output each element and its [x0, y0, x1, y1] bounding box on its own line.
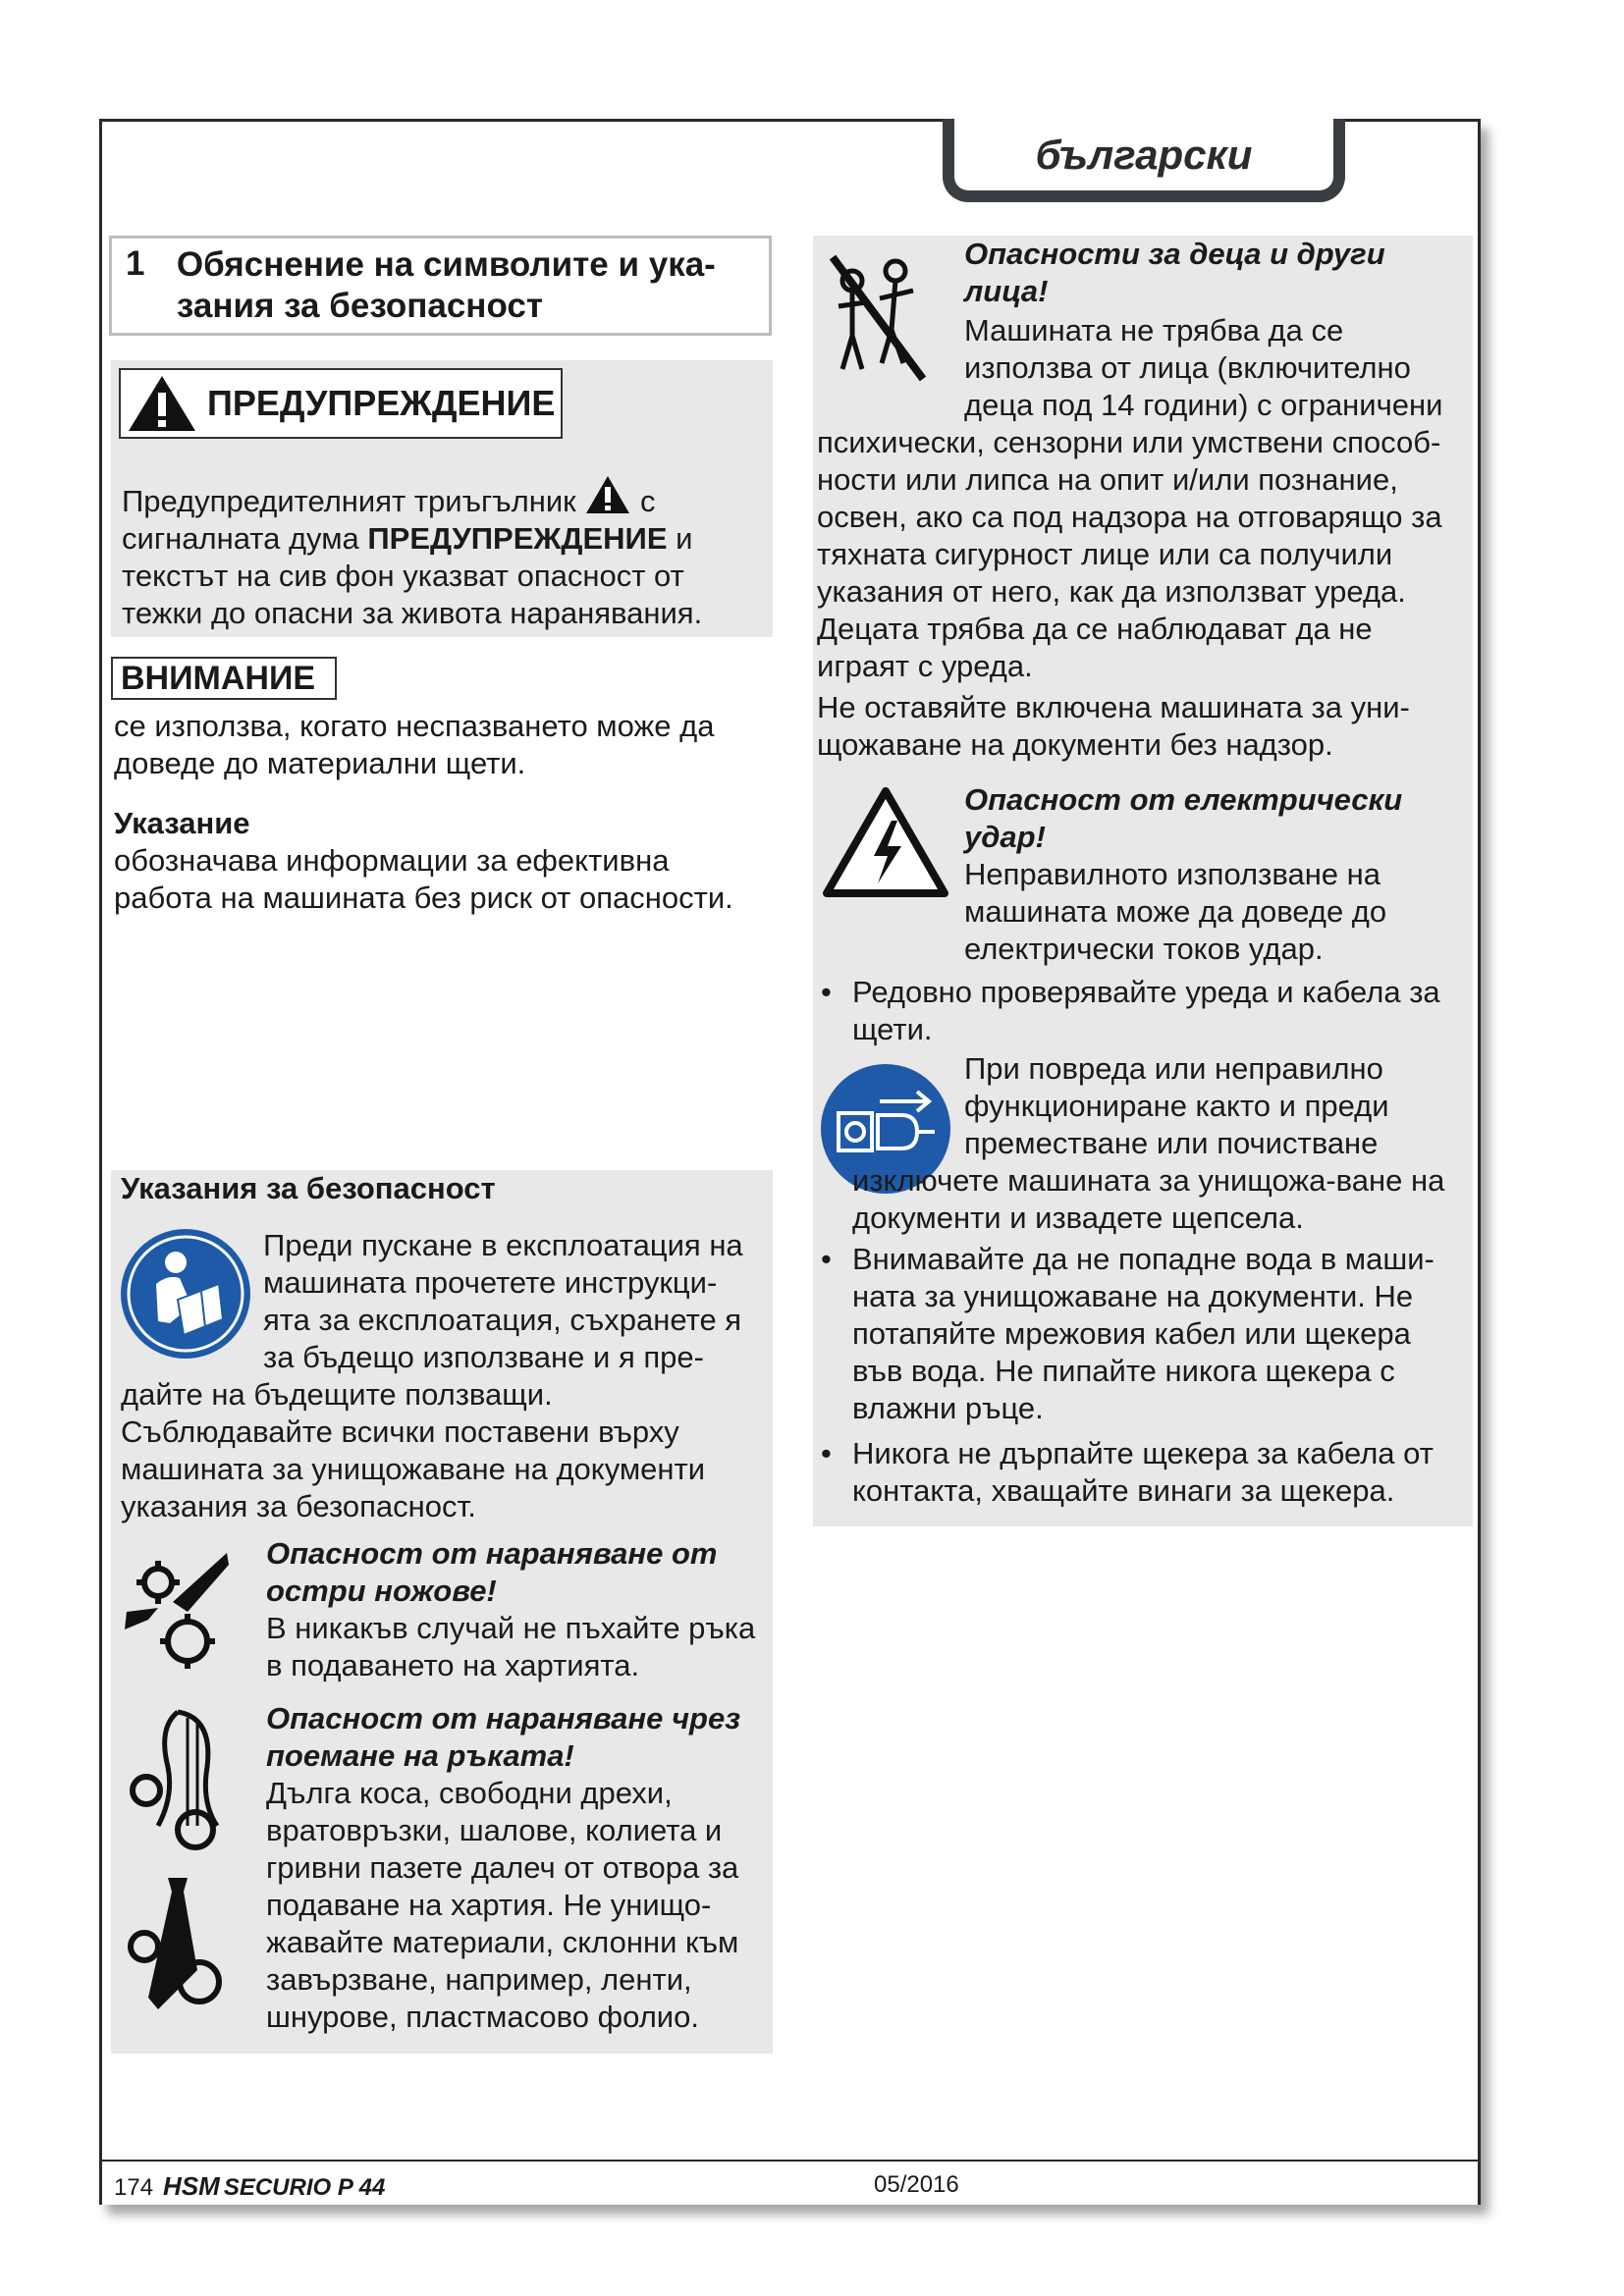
- bullet-water: • Внимавайте да не попадне вода в маши-ната за унищожаване на документи. Не потапяйте мрежовия кабел или щекера във вода. Не пипайте никога щекера с влажни ръце.: [817, 1241, 1465, 1427]
- right-box: [813, 236, 1473, 1526]
- children-text: Машината не трябва да се използва от лица (включително деца под 14 години) с ограничени психически, сензорни или умствени способ-ности или липса на опит и/или познание, освен, ако са под надзора на отговарящо за тяхната сигурност лице или са получили указания от него, как да използват уреда. Децата трябва да се наблюдават да не играят с уреда.: [817, 313, 1443, 683]
- safety-box: [111, 1170, 773, 2054]
- children-title: Опасности за деца и други лица!: [964, 237, 1385, 308]
- page-number: 174: [114, 2174, 154, 2201]
- catch-title: Опасност от нараняване чрез поемане на ръката!: [266, 1701, 741, 1773]
- note-text: обозначава информации за ефективна работа на машината без риск от опасности.: [114, 843, 733, 915]
- bullet-check-cable: • Редовно проверявайте уреда и кабела за щети.: [817, 974, 1465, 1048]
- model-name: SECURIO P 44: [223, 2174, 386, 2201]
- electric-shock-icon: [823, 787, 948, 897]
- footer-date: 05/2016: [874, 2171, 959, 2198]
- sharp-knives-icon: [119, 1543, 237, 1671]
- section-title: Обяснение на символите и ука-зания за безопасност: [176, 245, 716, 325]
- unplug-text: При повреда или неправилно функциониране както и преди преместване или почистване изключете машината за унищожа-ване на документи и извадете щепсела.: [852, 1051, 1445, 1235]
- footer-left: [114, 2171, 385, 2202]
- footer-divider: [99, 2160, 1478, 2162]
- unattended-text: Не оставяйте включена машината за уни-щожаване на документи без надзор.: [817, 690, 1410, 762]
- warning-text: Предупредителният триъгълник с сигналната дума ПРЕДУПРЕЖДЕНИЕ и текстът на сив фон указват опасност от тежки до опасни за живота наранявания.: [122, 474, 760, 632]
- tie-entanglement-icon: [119, 1872, 237, 2019]
- catch-text: Дълга коса, свободни дрехи, вратовръзки, шалове, колиета и гривни пазете далеч от отвора за подаване на хартия. Не унищо-жавайте материали, склонни към завързване, например, ленти, шнурове, пластмасово фолио.: [266, 1776, 739, 2034]
- electric-title: Опасност от електрически удар!: [964, 782, 1403, 854]
- section-heading: [109, 236, 772, 336]
- bullet-pull-plug: • Никога не дърпайте щекера за кабела от контакта, хващайте винаги за щекера.: [817, 1435, 1465, 1510]
- knives-title: Опасност от нараняване от остри ножове!: [266, 1536, 718, 1608]
- manual-text: Преди пускане в експлоатация на машината прочетете инструкци-ята за експлоатация, съхранете я за бъдещо използване и я пре-дайте на бъдещите ползващи.: [121, 1228, 743, 1412]
- warning-triangle-icon: [127, 373, 197, 434]
- knives-text: В никакъв случай не пъхайте ръка в подаването на хартията.: [266, 1611, 756, 1682]
- observe-text: Съблюдавайте всички поставени върху машината за унищожаване на документи указания за безопасност.: [121, 1415, 706, 1523]
- note-label: Указание: [114, 806, 250, 840]
- warning-box: [111, 360, 773, 637]
- safety-heading: Указания за безопасност: [121, 1171, 496, 1205]
- language-tab: [943, 119, 1345, 202]
- caution-label-box: [111, 657, 337, 700]
- warning-label: ПРЕДУПРЕЖДЕНИЕ: [207, 383, 556, 423]
- language-label: български: [1035, 131, 1253, 178]
- caution-text: се използва, когато неспазването може да доведе до материални щети.: [114, 709, 715, 780]
- warning-label-box: [119, 368, 563, 439]
- brand-logo: HSM: [163, 2171, 220, 2201]
- caution-label: ВНИМАНИЕ: [121, 659, 316, 697]
- hair-entanglement-icon: [119, 1708, 237, 1855]
- section-number: 1: [126, 244, 145, 283]
- warning-triangle-inline-icon: [584, 474, 631, 515]
- electric-text: Неправилното използване на машината може да доведе до електрически токов удар.: [964, 857, 1387, 966]
